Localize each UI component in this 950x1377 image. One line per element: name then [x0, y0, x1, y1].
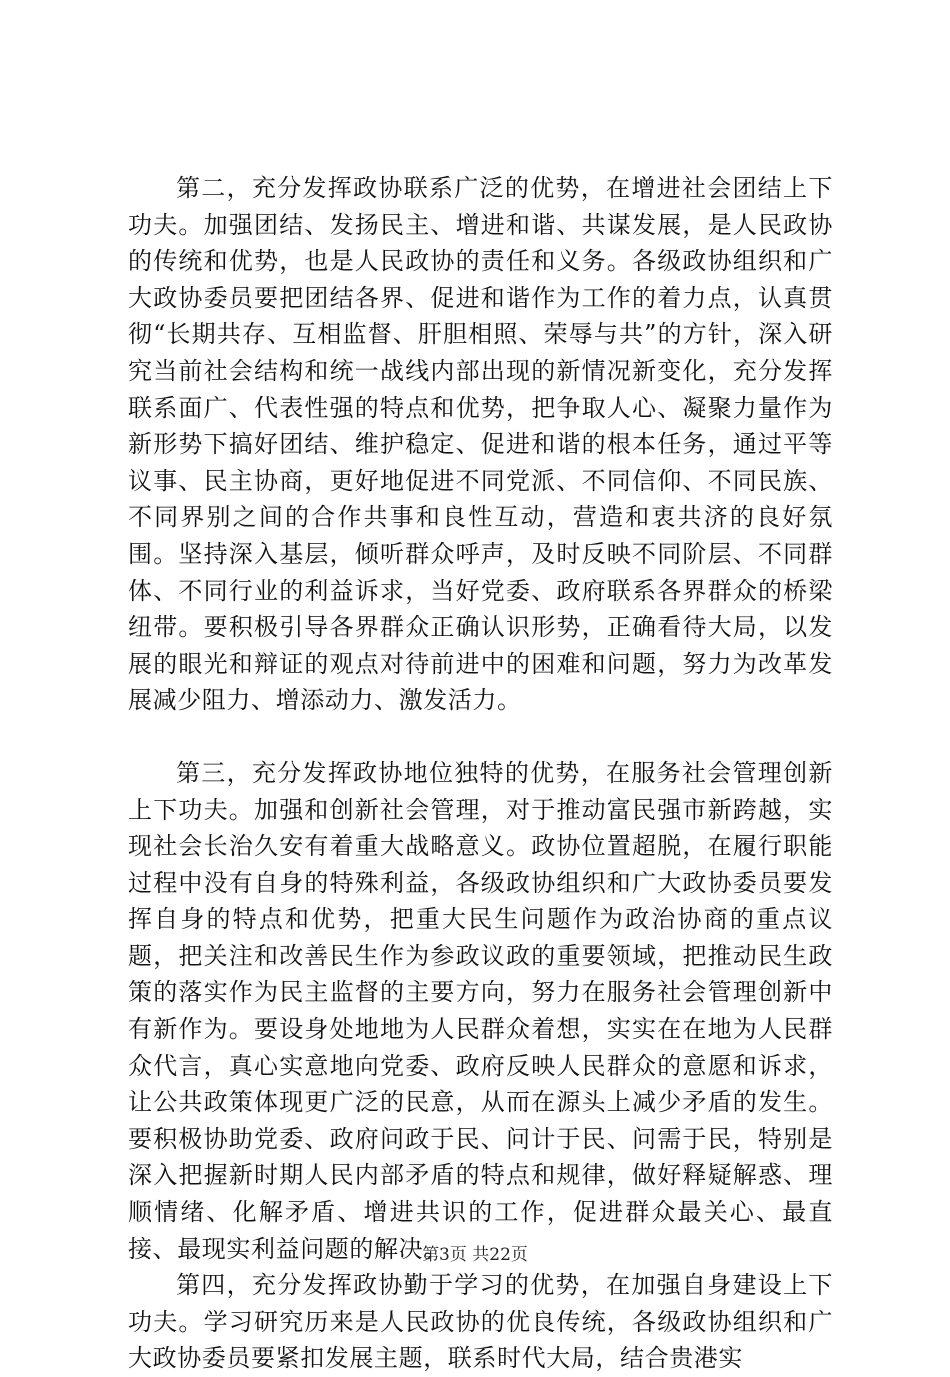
paragraph-fourth: 第四，充分发挥政协勤于学习的优势，在加强自身建设上下功夫。学习研究历来是人民政协的优良传统，各级政协组织和广大政协委员要紧扣发展主题，联系时代大局，结合贵港实 — [128, 1271, 833, 1373]
document-body — [128, 170, 833, 1377]
paragraph-second: 第二，充分发挥政协联系广泛的优势，在增进社会团结上下功夫。加强团结、发扬民主、增进和谐、共谋发展，是人民政协的传统和优势，也是人民政协的责任和义务。各级政协组织和广大政协委员要把团结各界、促进和谐作为工作的着力点，认真贯彻“长期共存、互相监督、肝胆相照、荣辱与共”的方针，深入研究当前社会结构和统一战线内部出现的新情况新变化，充分发挥联系面广、代表性强的特点和优势，把争取人心、凝聚力量作为新形势下搞好团结、维护稳定、促进和谐的根本任务，通过平等议事、民主协商，更好地促进不同党派、不同信仰、不同民族、不同界别之间的合作共事和良性互动，营造和衷共济的良好氛围。坚持深入基层，倾听群众呼声，及时反映不同阶层、不同群体、不同行业的利益诉求，当好党委、政府联系各界群众的桥梁纽带。要积极引导各界群众正确认识形势，正确看待大局，以发展的眼光和辩证的观点对待前进中的困难和问题，努力为改革发展减少阻力、增添动力、激发活力。 — [128, 174, 833, 715]
paragraph-third: 第三，充分发挥政协地位独特的优势，在服务社会管理创新上下功夫。加强和创新社会管理，对于推动富民强市新跨越，实现社会长治久安有着重大战略意义。政协位置超脱，在履行职能过程中没有自身的特殊利益，各级政协组织和广大政协委员要发挥自身的特点和优势，把重大民生问题作为政治协商的重点议题，把关注和改善民生作为参政议政的重要领域，把推动民生政策的落实作为民主监督的主要方向，努力在服务社会管理创新中有新作为。要设身处地地为人民群众着想，实实在在地为人民群众代言，真心实意地向党委、政府反映人民群众的意愿和诉求，让公共政策体现更广泛的民意，从而在源头上减少矛盾的发生。要积极协助党委、政府问政于民、问计于民、问需于民，特别是深入把握新时期人民内部矛盾的特点和规律，做好释疑解惑、理顺情绪、化解矛盾、增进共识的工作，促进群众最关心、最直接、最现实利益问题的解决。 — [128, 758, 833, 1263]
page-number-footer: 第3页 共22页 — [422, 1245, 528, 1265]
